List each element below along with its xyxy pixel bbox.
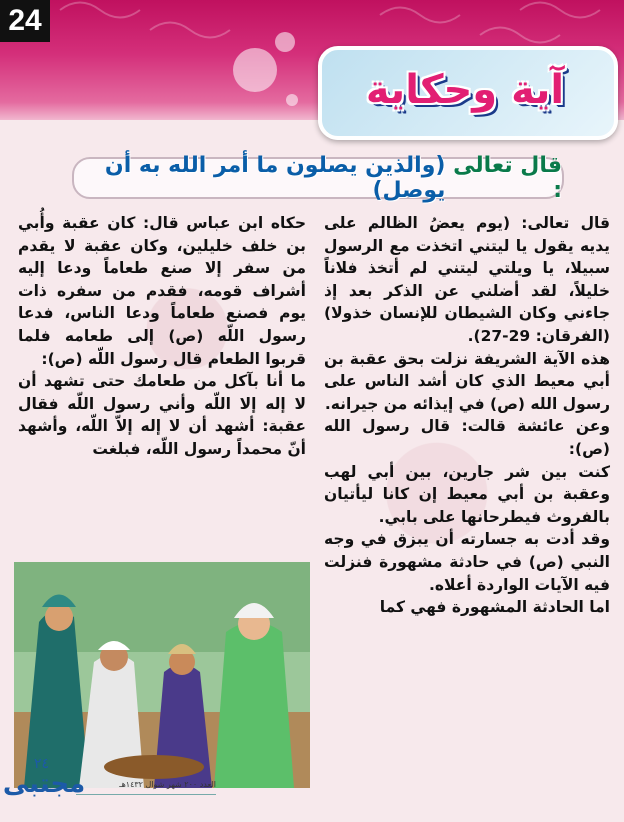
paragraph: وعن عائشة قالت: قال رسول الله (ص): xyxy=(324,417,610,458)
paragraph: قال تعالى: (يوم يعضُ الظالم على يديه يقول يا ليتني اتخذت مع الرسول سبيلا، يا ويلتي ليتني لم أتخذ فلاناً خليلاً، لقد أضلني عن الذكر بعد إذ جاءني وكان الشيطان للإنسان خذولا) (الفرقان: 29-27). xyxy=(324,214,610,345)
page-number: 24 xyxy=(0,0,50,42)
paragraph: اما الحادثة المشهورة فهي كما xyxy=(379,598,610,617)
paragraph: كنت بين شر جارين، بين أبي لهب وعقبة بن أبي معيط إن كانا ليأتيان بالفروث فيطرحانها على بابي. xyxy=(324,462,610,526)
illustration-drawing xyxy=(14,562,310,788)
verse-lead: قال تعالى : xyxy=(453,153,562,203)
verse-banner xyxy=(72,153,564,203)
paragraph: حكاه ابن عباس قال: كان عقبة وأُبي بن خلف خليلين، وكان عقبة لا يقدم من سفر إلا صنع طعاماً ودعا إليه أشراف قومه، فقدم من سفره ذات يوم فصنع طعاماً ودعا الناس، فدعا رسول اللّه (ص) إلى طعامه فلما قربوا الطعام قال رسول اللّه (ص): xyxy=(18,214,306,368)
left-column xyxy=(18,212,306,461)
paragraph: وقد أدت به جسارته أن يبزق في وجه النبي (ص) في حادثة مشهورة فنزلت فيه الآيات الواردة أعلاه. xyxy=(324,530,610,594)
right-column xyxy=(324,212,610,619)
paragraph: ما أنا بآكل من طعامك حتى تشهد أن لا إله إلا اللّه وأني رسول اللّه فقال عقبة: أشهد أن لا إله إلاّ اللّه، وأشهد أنّ محمداً رسول اللّه، فبلغت xyxy=(18,372,306,458)
section-title: آية وحكاية xyxy=(365,67,565,113)
logo-wordmark: مجتبى xyxy=(2,769,86,799)
story-illustration xyxy=(14,562,310,788)
verse-text: (والذين يصلون ما أمر الله به أن يوصل) xyxy=(104,153,446,203)
magazine-logo xyxy=(2,756,216,810)
logo-number: ٢٤ xyxy=(34,756,50,772)
paragraph: هذه الآية الشريفة نزلت بحق عقبة بن أبي معيط الذي كان أشد الناس على رسول الله (ص) في إيذائه من جيرانه. xyxy=(324,349,610,413)
issue-info: العدد ٢٠٠ شهر شوال ١٤٣٢هـ xyxy=(76,780,216,795)
